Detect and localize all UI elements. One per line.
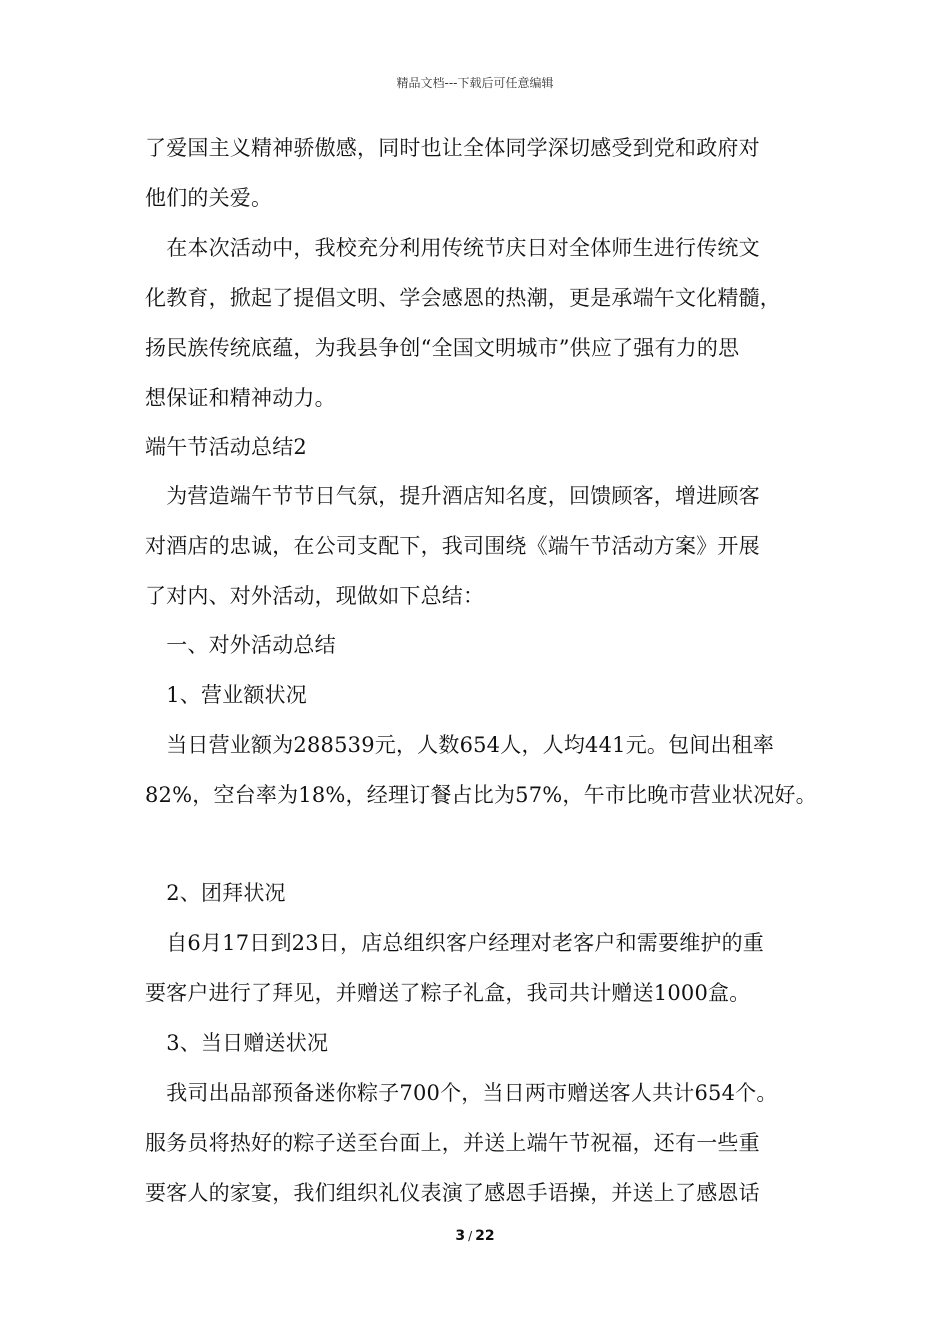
subheading: 一、对外活动总结 [145,633,336,657]
page-header: 精品文档---下载后可任意编辑 [396,76,554,90]
body-line: 我司出品部预备迷你粽子700个，当日两市赠送客人共计654个。 [145,1081,778,1105]
body-line: 自6月17日到23日，店总组织客户经理对老客户和需要维护的重 [145,931,765,955]
body-line: 要客人的家宴，我们组织礼仪表演了感恩手语操，并送上了感恩话 [145,1181,760,1205]
page-number [0,1228,950,1244]
body-line: 了对内、对外活动，现做如下总结： [145,584,485,608]
current-page-number: 3 [455,1228,466,1244]
body-line: 对酒店的忠诚，在公司支配下，我司围绕《端午节活动方案》开展 [145,534,760,558]
subheading: 2、团拜状况 [145,881,286,905]
subheading: 1、营业额状况 [145,683,307,707]
body-line: 了爱国主义精神骄傲感，同时也让全体同学深切感受到党和政府对 [145,136,760,160]
body-line: 为营造端午节节日气氛，提升酒店知名度，回馈顾客，增进顾客 [145,484,760,508]
body-line: 服务员将热好的粽子送至台面上，并送上端午节祝福，还有一些重 [145,1131,760,1155]
body-line: 他们的关爱。 [145,186,273,210]
body-line: 化教育，掀起了提倡文明、学会感恩的热潮，更是承端午文化精髓， [145,286,781,310]
body-line: 要客户进行了拜见，并赠送了粽子礼盒，我司共计赠送1000盒。 [145,981,751,1005]
body-line: 82%，空台率为18%，经理订餐占比为57%，午市比晚市营业状况好。 [145,783,817,807]
page-separator: / [468,1229,473,1243]
section-title: 端午节活动总结2 [145,435,307,459]
subheading: 3、当日赠送状况 [145,1031,329,1055]
body-line: 想保证和精神动力。 [145,386,336,410]
body-line: 扬民族传统底蕴，为我县争创“全国文明城市”供应了强有力的思 [145,336,740,360]
body-line: 在本次活动中，我校充分利用传统节庆日对全体师生进行传统文 [145,236,760,260]
total-pages-number: 22 [475,1228,495,1244]
body-line: 当日营业额为288539元，人数654人，人均441元。包间出租率 [145,733,775,757]
